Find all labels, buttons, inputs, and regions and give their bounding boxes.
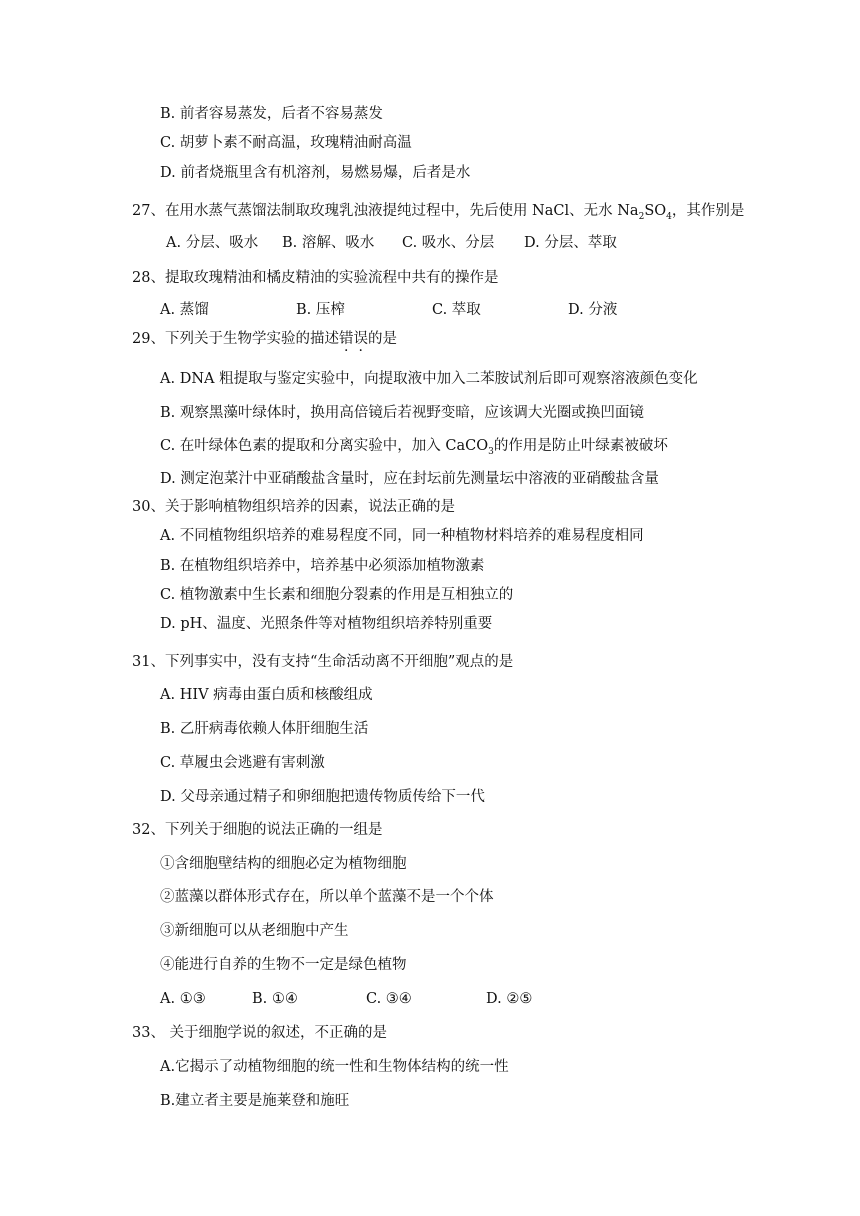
q28-stem: 28、提取玫瑰精油和橘皮精油的实验流程中共有的操作是 (132, 270, 499, 286)
q28-option-a: A. 蒸馏 (160, 302, 209, 318)
q31-option-a: A. HIV 病毒由蛋白质和核酸组成 (160, 687, 373, 703)
q33-option-b: B.建立者主要是施莱登和施旺 (160, 1093, 350, 1109)
q26-option-b: B. 前者容易蒸发，后者不容易蒸发 (160, 106, 383, 122)
q32-option-a: A. ①③ (160, 991, 206, 1007)
q32-statement-4: ④能进行自养的生物不一定是绿色植物 (160, 957, 407, 973)
q26-option-d: D. 前者烧瓶里含有机溶剂，易燃易爆，后者是水 (160, 165, 471, 181)
q30-stem: 30、关于影响植物组织培养的因素，说法正确的是 (132, 499, 455, 515)
emphasis-char: 错 (338, 331, 354, 347)
q32-statement-2: ②蓝藻以群体形式存在，所以单个蓝藻不是一个个体 (160, 889, 494, 905)
q30-option-b: B. 在植物组织培养中，培养基中必须添加植物激素 (160, 558, 485, 574)
q29-option-c: C. 在叶绿体色素的提取和分离实验中，加入 CaCO$_3$的作用是防止叶绿素被破坏 (160, 438, 668, 457)
q29-option-d: D. 测定泡菜汁中亚硝酸盐含量时，应在封坛前先测量坛中溶液的亚硝酸盐含量 (160, 471, 659, 487)
q31-stem: 31、下列事实中，没有支持“生命活动离不开细胞”观点的是 (132, 654, 514, 670)
q27-option-a: A. 分层、吸水 (166, 235, 259, 251)
q32-option-d: D. ②⑤ (486, 991, 533, 1007)
q27-option-d: D. 分层、萃取 (524, 235, 617, 251)
q28-option-c: C. 萃取 (432, 302, 481, 318)
q32-statement-3: ③新细胞可以从老细胞中产生 (160, 923, 349, 939)
q32-option-c: C. ③④ (366, 991, 412, 1007)
q29-option-a: A. DNA 粗提取与鉴定实验中，向提取液中加入二苯胺试剂后即可观察溶液颜色变化 (160, 371, 698, 387)
q27-option-c: C. 吸水、分层 (402, 235, 495, 251)
q29-option-b: B. 观察黑藻叶绿体时，换用高倍镜后若视野变暗，应该调大光圈或换凹面镜 (160, 405, 644, 421)
q30-option-a: A. 不同植物组织培养的难易程度不同，同一种植物材料培养的难易程度相同 (160, 528, 644, 544)
q26-option-c: C. 胡萝卜素不耐高温，玫瑰精油耐高温 (160, 135, 412, 151)
q30-option-c: C. 植物激素中生长素和细胞分裂素的作用是互相独立的 (160, 587, 514, 603)
emphasis-char: 误 (353, 331, 368, 347)
q32-stem: 32、下列关于细胞的说法正确的一组是 (132, 822, 383, 838)
q29-stem: 29、下列关于生物学实验的描述错误的是 (132, 331, 397, 347)
q31-option-d: D. 父母亲通过精子和卵细胞把遗传物质传给下一代 (160, 789, 485, 805)
q27-stem: 27、在用水蒸气蒸馏法制取玫瑰乳浊液提纯过程中，先后使用 NaCl、无水 $Na_2SO_4$，其作别是 (132, 203, 745, 222)
q30-option-d: D. pH、温度、光照条件等对植物组织培养特别重要 (160, 616, 493, 632)
q33-stem: 33、 关于细胞学说的叙述，不正确的是 (132, 1025, 388, 1041)
q32-statement-1: ①含细胞壁结构的细胞必定为植物细胞 (160, 856, 407, 872)
q33-option-a: A.它揭示了动植物细胞的统一性和生物体结构的统一性 (160, 1059, 509, 1075)
q27-option-b: B. 溶解、吸水 (282, 235, 375, 251)
q28-option-d: D. 分液 (568, 302, 618, 318)
q28-option-b: B. 压榨 (296, 302, 345, 318)
q32-option-b: B. ①④ (252, 991, 298, 1007)
q31-option-c: C. 草履虫会逃避有害刺激 (160, 755, 325, 771)
q31-option-b: B. 乙肝病毒依赖人体肝细胞生活 (160, 721, 369, 737)
